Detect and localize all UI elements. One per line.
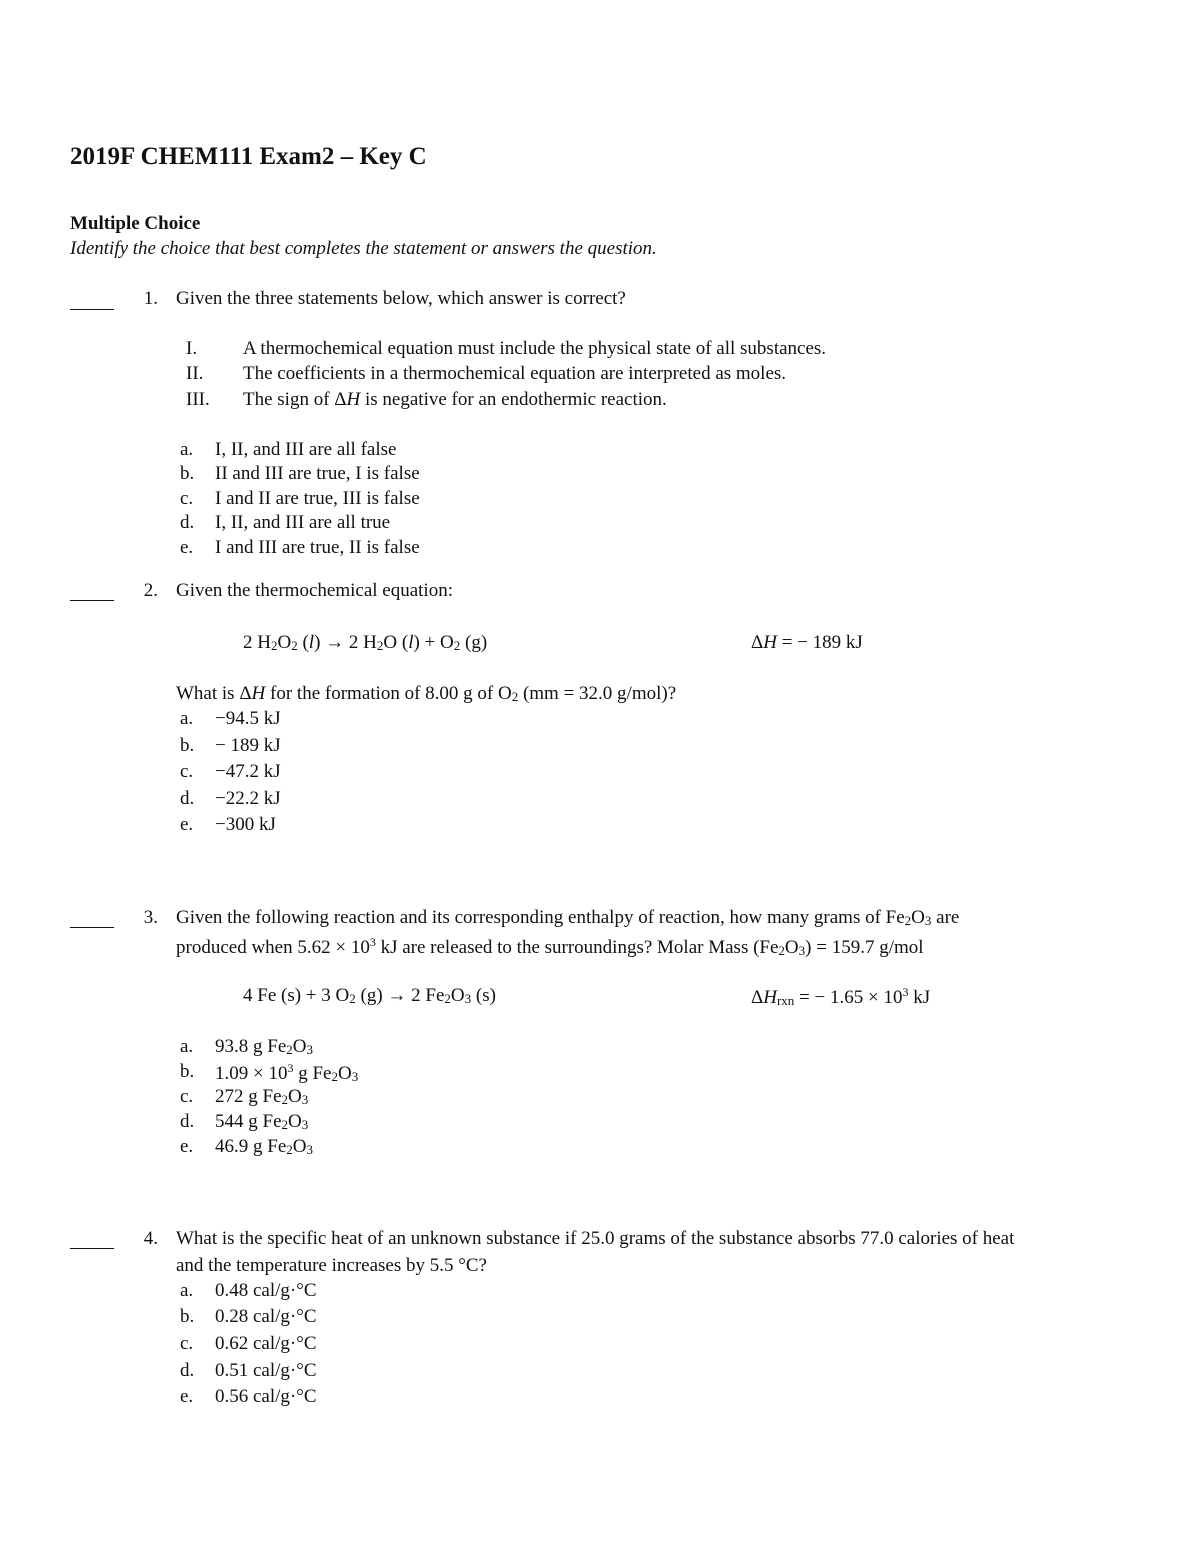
answer-blank-4[interactable] bbox=[70, 1248, 114, 1249]
question-1-stem: Given the three statements below, which answer is correct? bbox=[176, 288, 626, 309]
option-3b-letter: b. bbox=[180, 1061, 195, 1082]
answer-blank-1[interactable] bbox=[70, 309, 114, 310]
option-3d: 544 g Fe2O3 bbox=[215, 1111, 309, 1132]
option-4c-letter: c. bbox=[180, 1333, 194, 1354]
option-3a: 93.8 g Fe2O3 bbox=[215, 1036, 313, 1057]
option-3a-letter: a. bbox=[180, 1036, 194, 1057]
option-4b: 0.28 cal/g·°C bbox=[215, 1306, 317, 1327]
option-1c: I and II are true, III is false bbox=[215, 488, 420, 509]
option-2c: −47.2 kJ bbox=[215, 761, 281, 782]
option-2d-letter: d. bbox=[180, 788, 195, 809]
statement-3-label: III. bbox=[186, 389, 210, 410]
enthalpy-2: ΔH = − 189 kJ bbox=[751, 632, 863, 653]
option-1c-letter: c. bbox=[180, 488, 194, 509]
option-4b-letter: b. bbox=[180, 1306, 195, 1327]
answer-blank-2[interactable] bbox=[70, 600, 114, 601]
option-4d: 0.51 cal/g·°C bbox=[215, 1360, 317, 1381]
option-1e: I and III are true, II is false bbox=[215, 537, 420, 558]
option-1d: I, II, and III are all true bbox=[215, 512, 391, 533]
option-2d: −22.2 kJ bbox=[215, 788, 281, 809]
answer-blank-3[interactable] bbox=[70, 927, 114, 928]
instructions: Identify the choice that best completes the statement or answers the question. bbox=[70, 238, 657, 259]
statement-3-text: The sign of ΔH is negative for an endothermic reaction. bbox=[243, 389, 667, 410]
option-4c: 0.62 cal/g·°C bbox=[215, 1333, 317, 1354]
question-4-line-2: and the temperature increases by 5.5 °C? bbox=[176, 1255, 487, 1276]
question-3-line-2: produced when $5.62 \times 10^3$ kJ are released to the surroundings? Molar Mass (Fe2O3) = 159.7 g/mol bbox=[176, 935, 924, 958]
option-1b: II and III are true, I is false bbox=[215, 463, 420, 484]
option-2e: −300 kJ bbox=[215, 814, 276, 835]
question-number-3: 3. bbox=[143, 907, 158, 928]
option-2b-letter: b. bbox=[180, 735, 195, 756]
section-title: Multiple Choice bbox=[70, 213, 201, 234]
option-1a-letter: a. bbox=[180, 439, 194, 460]
option-3c-letter: c. bbox=[180, 1086, 194, 1107]
option-4a: 0.48 cal/g·°C bbox=[215, 1280, 317, 1301]
option-3d-letter: d. bbox=[180, 1111, 195, 1132]
statement-2-text: The coefficients in a thermochemical equation are interpreted as moles. bbox=[243, 363, 787, 384]
question-number-4: 4. bbox=[143, 1228, 158, 1249]
option-3e: 46.9 g Fe2O3 bbox=[215, 1136, 313, 1157]
exam-title: 2019F CHEM111 Exam2 – Key C bbox=[70, 143, 427, 170]
option-1b-letter: b. bbox=[180, 463, 195, 484]
option-1a: I, II, and III are all false bbox=[215, 439, 397, 460]
question-number-1: 1. bbox=[143, 288, 158, 309]
option-2a: −94.5 kJ bbox=[215, 708, 281, 729]
option-3e-letter: e. bbox=[180, 1136, 194, 1157]
option-2e-letter: e. bbox=[180, 814, 194, 835]
option-3b: $1.09 \times 10^3$ g Fe2O3 bbox=[215, 1061, 359, 1084]
option-4a-letter: a. bbox=[180, 1280, 194, 1301]
question-2-stem: Given the thermochemical equation: bbox=[176, 580, 453, 601]
question-2-prompt: What is ΔH for the formation of 8.00 g of O2 (mm = 32.0 g/mol)? bbox=[176, 683, 677, 704]
enthalpy-3: ΔHrxn = − $1.65 \times 10^3$ kJ bbox=[751, 985, 931, 1008]
option-4e-letter: e. bbox=[180, 1386, 194, 1407]
option-4d-letter: d. bbox=[180, 1360, 195, 1381]
question-number-2: 2. bbox=[143, 580, 158, 601]
question-4-line-1: What is the specific heat of an unknown substance if 25.0 grams of the substance absorbs 77.0 calories of heat bbox=[176, 1228, 1015, 1249]
equation-2: 2 H2O2 (l) → 2 H2O (l) + O2 (g) bbox=[243, 632, 488, 653]
option-1e-letter: e. bbox=[180, 537, 194, 558]
option-1d-letter: d. bbox=[180, 512, 195, 533]
option-2c-letter: c. bbox=[180, 761, 194, 782]
option-2a-letter: a. bbox=[180, 708, 194, 729]
equation-3: 4 Fe (s) + 3 O2 (g) → 2 Fe2O3 (s) bbox=[243, 985, 496, 1006]
statement-1-text: A thermochemical equation must include the physical state of all substances. bbox=[243, 338, 827, 359]
statement-2-label: II. bbox=[186, 363, 204, 384]
statement-1-label: I. bbox=[186, 338, 198, 359]
option-4e: 0.56 cal/g·°C bbox=[215, 1386, 317, 1407]
option-3c: 272 g Fe2O3 bbox=[215, 1086, 309, 1107]
question-3-line-1: Given the following reaction and its corresponding enthalpy of reaction, how many grams of Fe2O3 are bbox=[176, 907, 960, 928]
option-2b: − 189 kJ bbox=[215, 735, 281, 756]
